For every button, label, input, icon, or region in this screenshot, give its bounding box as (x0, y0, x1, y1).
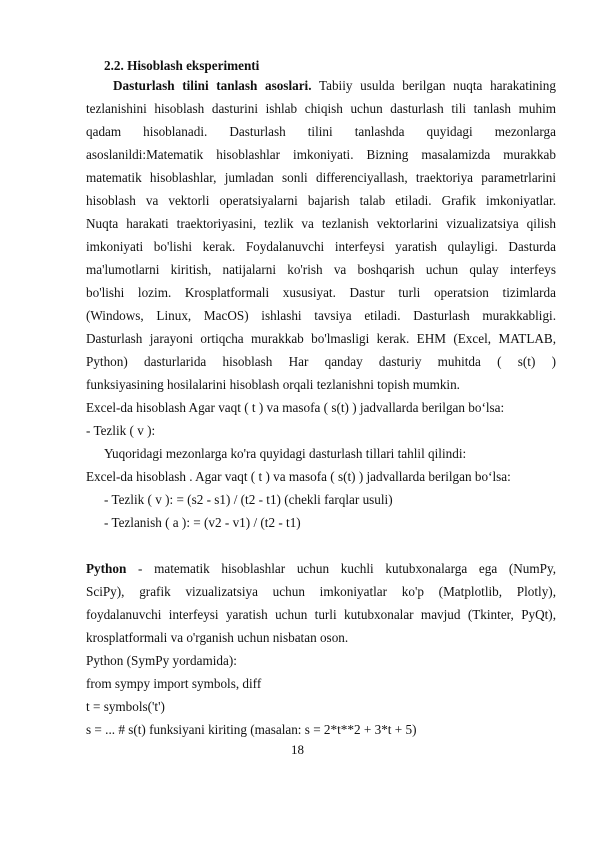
yuqoridagi-line: Yuqoridagi mezonlarga ko'ra quyidagi dasturlash tillari tahlil qilindi: (104, 446, 467, 461)
para1-line-5: hisoblash va vektorli operatsiyalarni bajarish talab etiladi. Grafik imkoniyatlar. (86, 193, 556, 208)
tezlanish-formula: - Tezlanish ( a ): = (v2 - v1) / (t2 - t1) (104, 515, 301, 530)
para1-line-8: ma'lumotlarni kiritish, natijalarni ko'rish va boshqarish uchun qulay interfeys (86, 262, 556, 277)
para1-line-6: Nuqta harakati traektoriyasini, tezlik va tezlanish vektorlarini vizualizatsiya qilish (86, 216, 556, 231)
python-bold-lead: Python (86, 561, 127, 576)
para1-line-7: imkoniyati bo'lishi kerak. Foydalanuvchi interfeysi yaratish qulayligi. Dasturda (86, 239, 556, 254)
para1-line-4: matematik hisoblashlar, jumladan sonli differenciyallash, traektoriya parametrlarini (86, 170, 556, 185)
para1-line-12: Python) dasturlarida hisoblash Har qanday dasturiy muhitda ( s(t) ) (86, 354, 556, 369)
python-line-1: SciPy), grafik vizualizatsiya uchun imkoniyatlar ko'p (Matplotlib, Plotly), (86, 584, 556, 599)
para1-line-13: funksiyasining hosilalarini hisoblash orqali tezlanishni topish mumkin. (86, 377, 460, 392)
excel-line-2: Excel-da hisoblash . Agar vaqt ( t ) va masofa ( s(t) ) jadvallarda berilgan bo‘lsa: (86, 469, 511, 484)
excel-line-1: Excel-da hisoblash Agar vaqt ( t ) va masofa ( s(t) ) jadvallarda berilgan bo‘lsa: (86, 400, 505, 415)
python-line-2: foydalanuvchi interfeysi yaratish uchun turli kutubxonalar mavjud (Tkinter, PyQt), (86, 607, 556, 622)
para1-line-10: (Windows, Linux, MacOS) ishlashi tavsiya etiladi. Dasturlash murakkabligi. (86, 308, 556, 323)
para1-line-2: qadam hisoblanadi. Dasturlash tilini tanlashda quyidagi mezonlarga (86, 124, 556, 139)
python-line-3: krosplatformali va o'rganish uchun nisbatan oson. (86, 630, 349, 645)
para1-line-3: asoslanildi:Matematik hisoblashlar imkoniyati. Bizning masalamizda murakkab (86, 147, 556, 162)
section-heading: 2.2. Hisoblash eksperimenti (104, 58, 260, 73)
python-line-0-text: - matematik hisoblashlar uchun kuchli kutubxonalarga ega (NumPy, (138, 561, 556, 576)
python-line-0 (86, 559, 556, 579)
code-line-0: from sympy import symbols, diff (86, 676, 262, 691)
sympy-title: Python (SymPy yordamida): (86, 653, 237, 668)
page-number: 18 (291, 742, 304, 757)
code-line-1: t = symbols('t') (86, 699, 165, 714)
para1-bold-lead: Dasturlash tilini tanlash asoslari. (113, 78, 312, 93)
tezlik-short: - Tezlik ( v ): (86, 423, 156, 438)
para1-line-11: Dasturlash jarayoni ortiqcha murakkab bo'lmasligi kerak. EHM (Excel, MATLAB, (86, 331, 556, 346)
para1-line-1: tezlanishini hisoblash dasturini ishlab chiqish uchun dasturlash tili tanlash muhim (86, 101, 556, 116)
para1-line-0: Tabiiy usulda berilgan nuqta harakatining (318, 78, 556, 93)
para1-line-9: bo'lishi lozim. Krosplatformali xususiyat. Dastur turli operatsion tizimlarda (86, 285, 556, 300)
code-line-2: s = ... # s(t) funksiyani kiriting (masalan: s = 2*t**2 + 3*t + 5) (86, 722, 417, 737)
tezlik-formula: - Tezlik ( v ): = (s2 - s1) / (t2 - t1) (chekli farqlar usuli) (104, 492, 393, 507)
paragraph-first-line (86, 76, 556, 96)
